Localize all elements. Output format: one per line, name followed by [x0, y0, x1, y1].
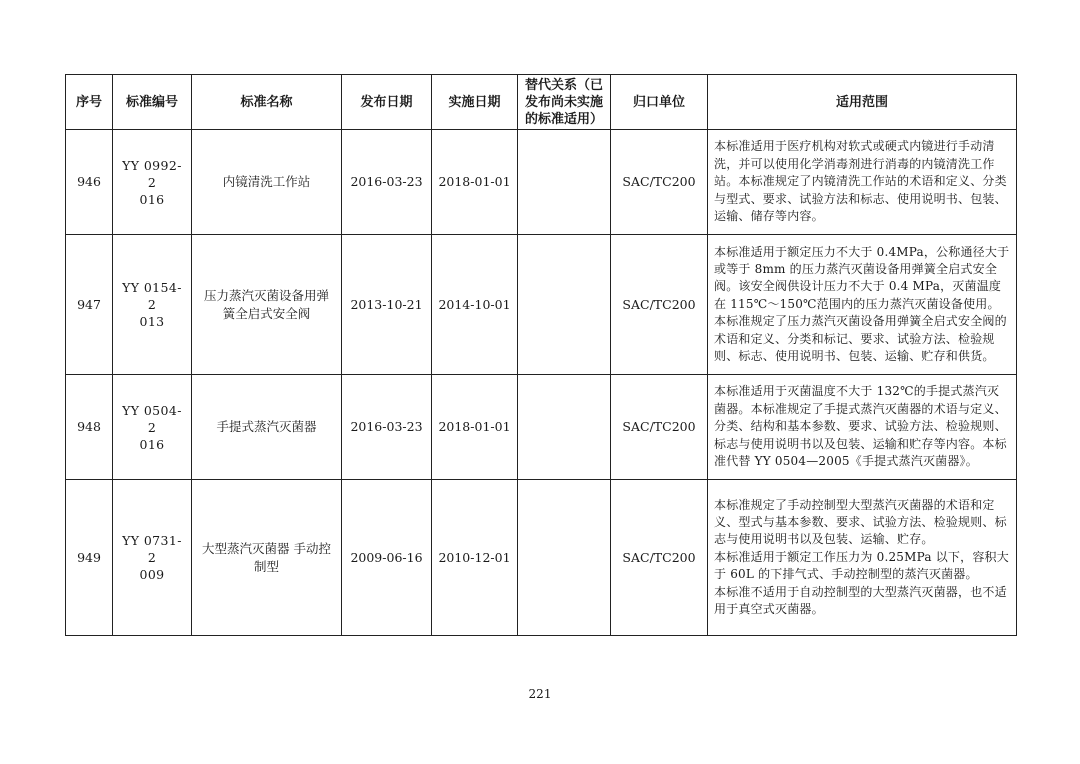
cell-scope: 本标准适用于灭菌温度不大于 132℃的手提式蒸汽灭菌器。本标准规定了手提式蒸汽灭菌器的术语与定义、分类、结构和基本参数、要求、试验方法、检验规则、标志与使用说明书以及包装、运输和贮存等内容。本标准代替 YY 0504—2005《手提式蒸汽灭菌器》。 — [708, 375, 1017, 480]
cell-name: 手提式蒸汽灭菌器 — [192, 375, 342, 480]
cell-implement-date: 2018-01-01 — [432, 375, 518, 480]
header-replace-line1: 替代关系（已 — [524, 77, 603, 93]
table-row — [66, 235, 1017, 375]
cell-code-line2: 009 — [139, 567, 165, 582]
page-number: 221 — [528, 687, 552, 701]
cell-scope-para1: 本标准规定了手动控制型大型蒸汽灭菌器的术语和定义、型式与基本参数、要求、试验方法、检验规则、标志与使用说明书以及包装、运输、贮存。 — [714, 497, 1007, 547]
cell-seq: 948 — [66, 375, 113, 480]
table-row — [66, 130, 1017, 235]
cell-scope: 本标准适用于医疗机构对软式或硬式内镜进行手动清洗，并可以使用化学消毒剂进行消毒的内镜清洗工作站。本标准规定了内镜清洗工作站的术语和定义、分类与型式、要求、试验方法和标志、使用说明书、包装、运输、储存等内容。 — [708, 130, 1017, 235]
header-code: 标准编号 — [113, 75, 192, 130]
cell-unit: SAC/TC200 — [611, 130, 708, 235]
cell-code — [113, 130, 192, 235]
cell-scope-para2: 本标准适用于额定工作压力为 0.25MPa 以下，容积大于 60L 的下排气式、手动控制型的蒸汽灭菌器。 — [714, 549, 1009, 582]
cell-name: 压力蒸汽灭菌设备用弹簧全启式安全阀 — [192, 235, 342, 375]
header-publish-date: 发布日期 — [342, 75, 432, 130]
cell-code-line1: YY 0154-2 — [122, 280, 182, 312]
cell-code-line2: 016 — [139, 191, 165, 207]
cell-publish-date: 2016-03-23 — [342, 375, 432, 480]
cell-seq: 946 — [66, 130, 113, 235]
cell-replace — [518, 235, 611, 375]
cell-code-line1: YY 0731-2 — [122, 533, 182, 565]
standards-table — [65, 74, 1017, 636]
cell-implement-date: 2018-01-01 — [432, 130, 518, 235]
header-unit: 归口单位 — [611, 75, 708, 130]
cell-seq: 947 — [66, 235, 113, 375]
cell-code-line2: 016 — [139, 436, 165, 452]
table-header-row — [66, 75, 1017, 130]
cell-publish-date: 2016-03-23 — [342, 130, 432, 235]
cell-replace — [518, 480, 611, 636]
cell-publish-date: 2013-10-21 — [342, 235, 432, 375]
header-scope: 适用范围 — [708, 75, 1017, 130]
cell-scope-para3: 本标准不适用于自动控制型的大型蒸汽灭菌器，也不适用于真空式灭菌器。 — [714, 584, 1007, 617]
table-row — [66, 375, 1017, 480]
cell-scope: 本标准适用于额定压力不大于 0.4MPa，公称通径大于或等于 8mm 的压力蒸汽灭菌设备用弹簧全启式安全阀。该安全阀供设计压力不大于 0.4 MPa，灭菌温度在 115℃～150℃范围内的压力蒸汽灭菌设备使用。本标准规定了压力蒸汽灭菌设备用弹簧全启式安全阀的术语和定义、分类和标记、要求、试验方法、检验规则、标志、使用说明书、包装、运输、贮存和供货。 — [708, 235, 1017, 375]
cell-replace — [518, 130, 611, 235]
cell-code-line1: YY 0992-2 — [122, 157, 182, 190]
header-name: 标准名称 — [192, 75, 342, 130]
cell-replace — [518, 375, 611, 480]
table-row — [66, 480, 1017, 636]
cell-unit: SAC/TC200 — [611, 375, 708, 480]
cell-code — [113, 235, 192, 375]
header-replace-line3: 的标准适用） — [524, 111, 603, 127]
header-seq: 序号 — [66, 75, 113, 130]
cell-name: 内镜清洗工作站 — [192, 130, 342, 235]
cell-unit: SAC/TC200 — [611, 480, 708, 636]
cell-implement-date: 2014-10-01 — [432, 235, 518, 375]
cell-code — [113, 375, 192, 480]
cell-unit: SAC/TC200 — [611, 235, 708, 375]
cell-publish-date: 2009-06-16 — [342, 480, 432, 636]
cell-code-line1: YY 0504-2 — [122, 402, 182, 435]
cell-implement-date: 2010-12-01 — [432, 480, 518, 636]
cell-seq: 949 — [66, 480, 113, 636]
cell-name: 大型蒸汽灭菌器 手动控制型 — [192, 480, 342, 636]
header-replace-line2: 发布尚未实施 — [524, 94, 603, 110]
cell-scope — [708, 480, 1017, 636]
cell-code — [113, 480, 192, 636]
cell-code-line2: 013 — [139, 314, 165, 329]
header-implement-date: 实施日期 — [432, 75, 518, 130]
header-replace — [518, 75, 611, 130]
